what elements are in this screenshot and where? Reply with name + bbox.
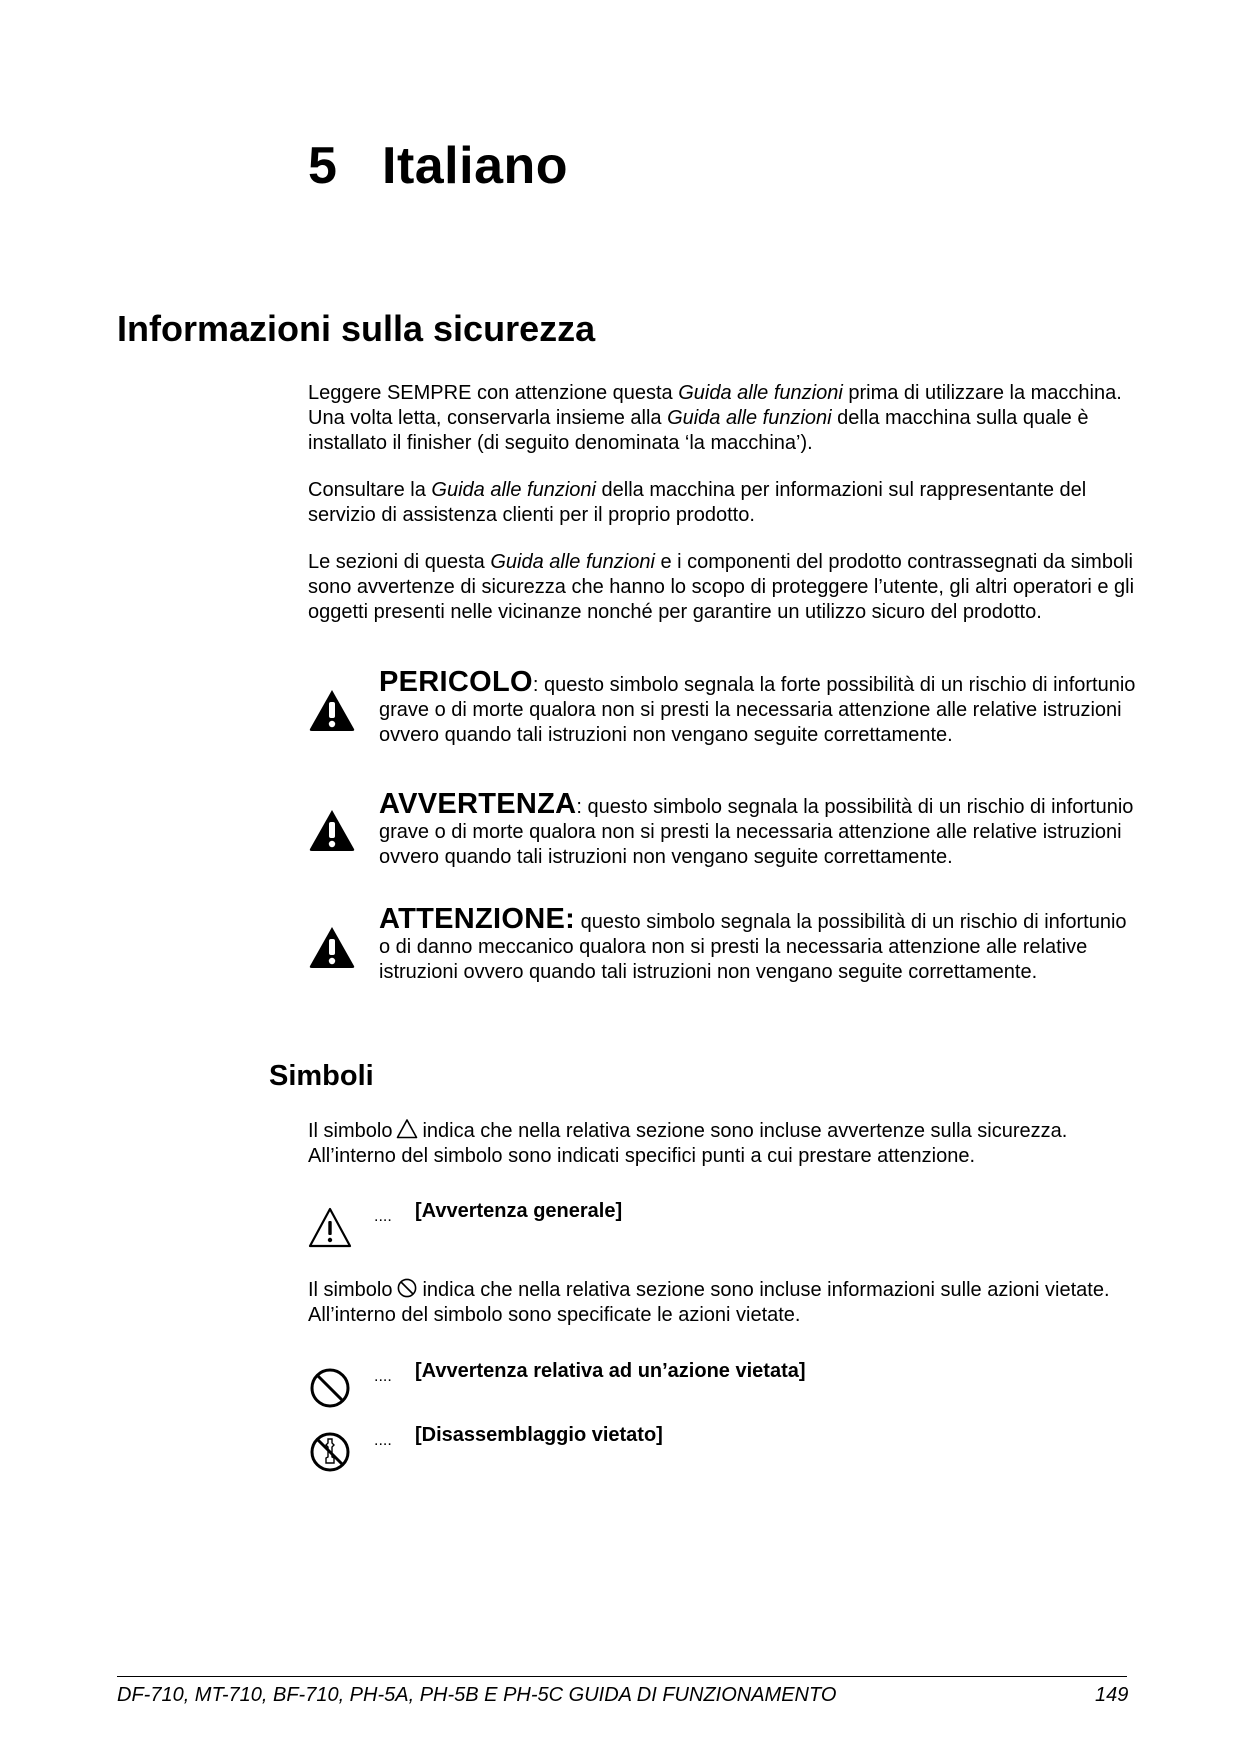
triangle-outline-icon <box>396 1118 418 1140</box>
no-disassembly-icon <box>308 1430 352 1474</box>
text-span: Consultare la <box>308 479 432 501</box>
symbol-row-disassembly-prohibited <box>308 1424 1108 1474</box>
warning-attention-text <box>379 903 1139 985</box>
text-span: della macchina sulla quale è installato il finisher (di seguito denominata ‘la macchina’). <box>308 407 1089 454</box>
triangle-symbol-paragraph <box>308 1118 1138 1169</box>
prohibited-action-icon <box>308 1366 352 1410</box>
warning-triangle-icon <box>308 808 356 852</box>
warning-attention-title: ATTENZIONE: <box>379 903 576 935</box>
text-span: Il simbolo <box>308 1279 393 1301</box>
footer-divider <box>117 1676 1127 1677</box>
text-span: indica che nella relativa sezione sono incluse avvertenze sulla sicurezza. All’interno del simbolo sono indicati specifici punti a cui prestare attenzione. <box>308 1120 1068 1167</box>
text-span: della macchina per informazioni sul rappresentante del servizio di assistenza clienti per il proprio prodotto. <box>308 479 1087 526</box>
text-span: Il simbolo <box>308 1120 393 1142</box>
text-span: Le sezioni di questa <box>308 551 491 573</box>
disassembly-prohibited-label: [Disassemblaggio vietato] <box>415 1424 663 1446</box>
attention-triangle-icon <box>308 925 356 969</box>
leader-dots: .... <box>374 1208 392 1225</box>
intro-paragraph-1 <box>308 381 1138 456</box>
warning-caution-text <box>379 788 1139 870</box>
warning-danger <box>308 666 1138 786</box>
warning-attention <box>308 903 1138 1017</box>
text-span: : questo simbolo segnala la forte possibilità di un rischio di infortunio grave o di morte qualora non si presti la necessaria attenzione alle relative istruzioni ovvero quando tali istruzioni non vengano seguite correttamente. <box>379 674 1136 746</box>
intro-paragraph-2 <box>308 478 1138 528</box>
chapter-heading <box>308 136 568 196</box>
chapter-title: Italiano <box>382 137 569 195</box>
section-title: Informazioni sulla sicurezza <box>117 308 596 349</box>
text-span: questo simbolo segnala la possibilità di un rischio di infortunio o di danno meccanico qualora non si presti la necessaria attenzione alle relative istruzioni ovvero quando tali istruzioni non vengano seguite correttamente. <box>379 911 1127 983</box>
guide-title-italic: Guida alle funzioni <box>431 479 596 501</box>
text-span: Leggere SEMPRE con attenzione questa <box>308 382 679 404</box>
footer-document-title: DF-710, MT-710, BF-710, PH-5A, PH-5B E PH-5C GUIDA DI FUNZIONAMENTO <box>117 1684 837 1706</box>
text-span: e i componenti del prodotto contrassegnati da simboli sono avvertenze di sicurezza che hanno lo scopo di proteggere l’utente, gli altri operatori e gli oggetti presenti nelle vicinanze nonché per garantire un utilizzo sicuro del prodotto. <box>308 551 1135 623</box>
prohibited-action-label: [Avvertenza relativa ad un’azione vietata] <box>415 1360 806 1382</box>
prohibition-outline-icon <box>396 1277 418 1299</box>
text-span: indica che nella relativa sezione sono incluse informazioni sulle azioni vietate. All’interno del simbolo sono specificate le azioni vietate. <box>308 1279 1110 1326</box>
general-warning-label: [Avvertenza generale] <box>415 1200 623 1222</box>
symbol-row-general-warning <box>308 1200 1108 1250</box>
leader-dots: .... <box>374 1368 392 1385</box>
intro-paragraph-3 <box>308 550 1138 625</box>
leader-dots: .... <box>374 1432 392 1449</box>
text-span: prima di utilizzare la macchina. Una volta letta, conservarla insieme alla <box>308 382 1122 429</box>
guide-title-italic: Guida alle funzioni <box>490 551 655 573</box>
guide-title-italic: Guida alle funzioni <box>667 407 832 429</box>
symbols-heading: Simboli <box>269 1060 374 1092</box>
symbol-row-prohibited-action <box>308 1360 1108 1410</box>
text-span: : questo simbolo segnala la possibilità di un rischio di infortunio grave o di morte qualora non si presti la necessaria attenzione alle relative istruzioni ovvero quando tali istruzioni non vengano seguite correttamente. <box>379 796 1134 868</box>
chapter-number: 5 <box>308 137 338 195</box>
warning-caution <box>308 788 1138 902</box>
warning-danger-title: PERICOLO <box>379 666 533 698</box>
danger-warning-icon <box>308 688 356 732</box>
warning-caution-title: AVVERTENZA <box>379 788 577 820</box>
circle-symbol-paragraph <box>308 1277 1138 1328</box>
footer-page-number: 149 <box>1095 1684 1129 1706</box>
warning-danger-text <box>379 666 1139 748</box>
guide-title-italic: Guida alle funzioni <box>678 382 843 404</box>
general-warning-icon <box>308 1206 352 1250</box>
